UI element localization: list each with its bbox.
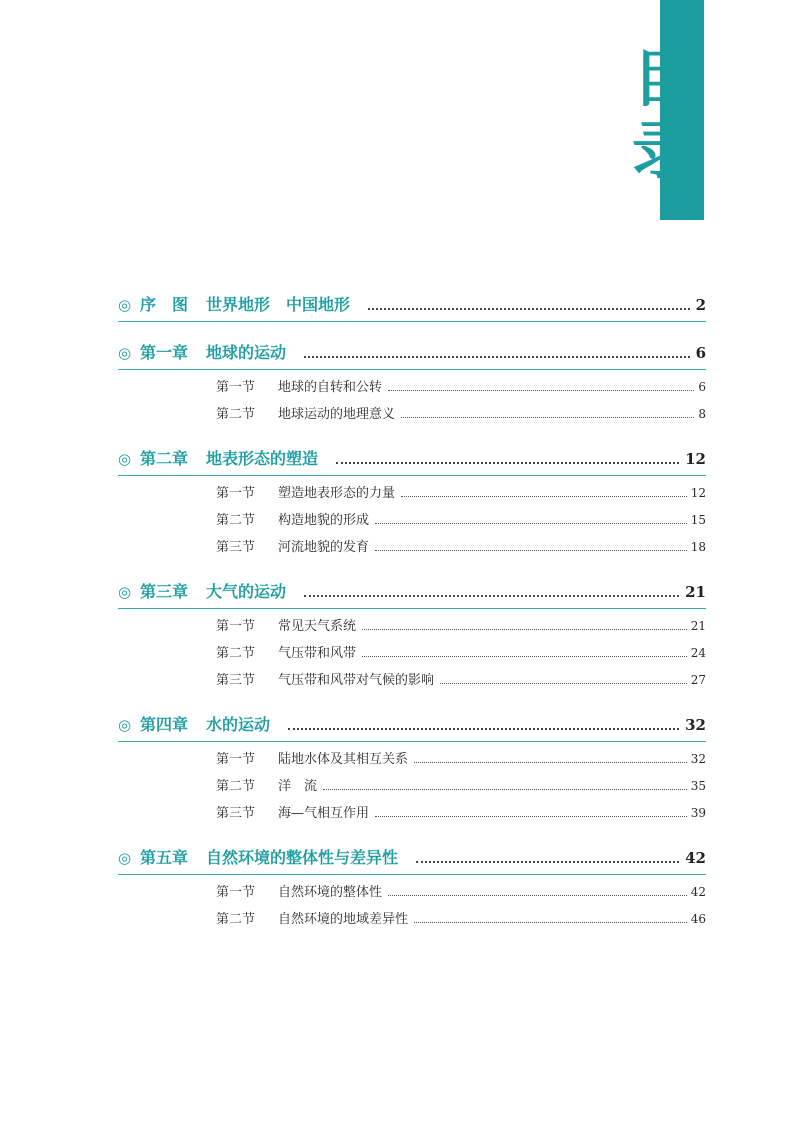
section-entry[interactable] [118,879,706,906]
section-title: 海—气相互作用 [278,806,370,821]
chapter-page-number: 42 [685,849,706,867]
dot-leader [336,462,679,464]
section-title: 河流地貌的发育 [278,540,370,555]
toc-section-2 [118,442,706,561]
section-title: 自然环境的整体性 [278,885,383,900]
section-entry[interactable] [118,534,706,561]
section-title: 常见天气系统 [278,619,357,634]
section-title: 气压带和风带 [278,646,357,661]
chapter-label: 第四章 [140,715,189,734]
section-entry[interactable] [118,613,706,640]
chapter-label: 第三章 [140,582,189,601]
section-title: 气压带和风带对气候的影响 [278,673,435,688]
section-title: 地球运动的地理意义 [278,407,396,422]
page-title-char-2: 录 [632,114,695,187]
section-page-number: 6 [698,380,706,394]
section-entry[interactable] [118,800,706,827]
chapter-page-number: 12 [685,450,706,468]
section-entry[interactable] [118,746,706,773]
bullet-circle-icon: ◎ [118,849,132,867]
section-list [118,609,706,694]
section-entry[interactable] [118,480,706,507]
section-label: 第二节 [216,779,256,794]
chapter-title: 大气的运动 [206,582,287,601]
section-page-number: 15 [690,513,706,527]
table-of-contents [118,288,706,947]
section-entry[interactable] [118,906,706,933]
dot-leader [388,390,694,391]
dot-leader [416,861,679,863]
section-page-number: 12 [690,486,706,500]
dot-leader [323,789,687,790]
chapter-label: 第五章 [140,848,189,867]
section-page-number: 39 [690,806,706,820]
section-label: 第二节 [216,513,256,528]
dot-leader [362,629,687,630]
chapter-page-number: 2 [695,296,706,314]
toc-section-5 [118,841,706,933]
chapter-title: 地表形态的塑造 [206,449,319,468]
chapter-title: 地球的运动 [206,343,287,362]
chapter-label: 第一章 [140,343,189,362]
chapter-page-number: 21 [685,583,706,601]
section-list [118,875,706,933]
section-page-number: 46 [690,912,706,926]
dot-leader [288,728,679,730]
section-page-number: 8 [698,407,706,421]
dot-leader [401,496,687,497]
section-entry[interactable] [118,640,706,667]
section-label: 第一节 [216,752,256,767]
section-page-number: 42 [690,885,706,899]
dot-leader [375,550,687,551]
section-entry[interactable] [118,667,706,694]
dot-leader [414,762,687,763]
section-label: 第三节 [216,540,256,555]
chapter-page-number: 32 [685,716,706,734]
chapter-title: 自然环境的整体性与差异性 [206,848,399,867]
section-label: 第一节 [216,885,256,900]
dot-leader [375,523,687,524]
toc-section-0 [118,288,706,322]
toc-section-4 [118,708,706,827]
section-page-number: 27 [690,673,706,687]
chapter-page-number: 6 [695,344,706,362]
dot-leader [414,922,687,923]
dot-leader [304,356,690,358]
chapter-label: 序 图 [140,295,189,314]
section-label: 第一节 [216,619,256,634]
chapter-entry[interactable] [118,288,706,322]
section-entry[interactable] [118,507,706,534]
chapter-label: 第二章 [140,449,189,468]
chapter-title: 世界地形 中国地形 [206,295,351,314]
dot-leader [375,816,687,817]
dot-leader [368,308,690,310]
section-label: 第三节 [216,806,256,821]
section-page-number: 21 [690,619,706,633]
section-label: 第二节 [216,646,256,661]
section-title: 构造地貌的形成 [278,513,370,528]
section-page-number: 35 [690,779,706,793]
bullet-circle-icon: ◎ [118,450,132,468]
chapter-entry[interactable] [118,336,706,370]
section-title: 陆地水体及其相互关系 [278,752,409,767]
section-entry[interactable] [118,401,706,428]
section-label: 第三节 [216,673,256,688]
dot-leader [401,417,694,418]
section-page-number: 32 [690,752,706,766]
section-label: 第一节 [216,380,256,395]
dot-leader [304,595,679,597]
dot-leader [388,895,687,896]
section-title: 地球的自转和公转 [278,380,383,395]
section-label: 第一节 [216,486,256,501]
bullet-circle-icon: ◎ [118,716,132,734]
dot-leader [362,656,687,657]
section-label: 第二节 [216,407,256,422]
page-title-char-1: 目 [632,42,695,115]
chapter-entry[interactable] [118,841,706,875]
section-page-number: 18 [690,540,706,554]
chapter-entry[interactable] [118,708,706,742]
toc-section-3 [118,575,706,694]
chapter-title: 水的运动 [206,715,271,734]
section-entry[interactable] [118,374,706,401]
section-list [118,370,706,428]
section-entry[interactable] [118,773,706,800]
section-title: 自然环境的地域差异性 [278,912,409,927]
dot-leader [440,683,687,684]
bullet-circle-icon: ◎ [118,583,132,601]
bullet-circle-icon: ◎ [118,344,132,362]
section-title: 洋 流 [278,779,318,794]
section-title: 塑造地表形态的力量 [278,486,396,501]
toc-section-1 [118,336,706,428]
section-list [118,742,706,827]
bullet-circle-icon: ◎ [118,296,132,314]
section-list [118,476,706,561]
chapter-entry[interactable] [118,575,706,609]
section-page-number: 24 [690,646,706,660]
section-label: 第二节 [216,912,256,927]
chapter-entry[interactable] [118,442,706,476]
